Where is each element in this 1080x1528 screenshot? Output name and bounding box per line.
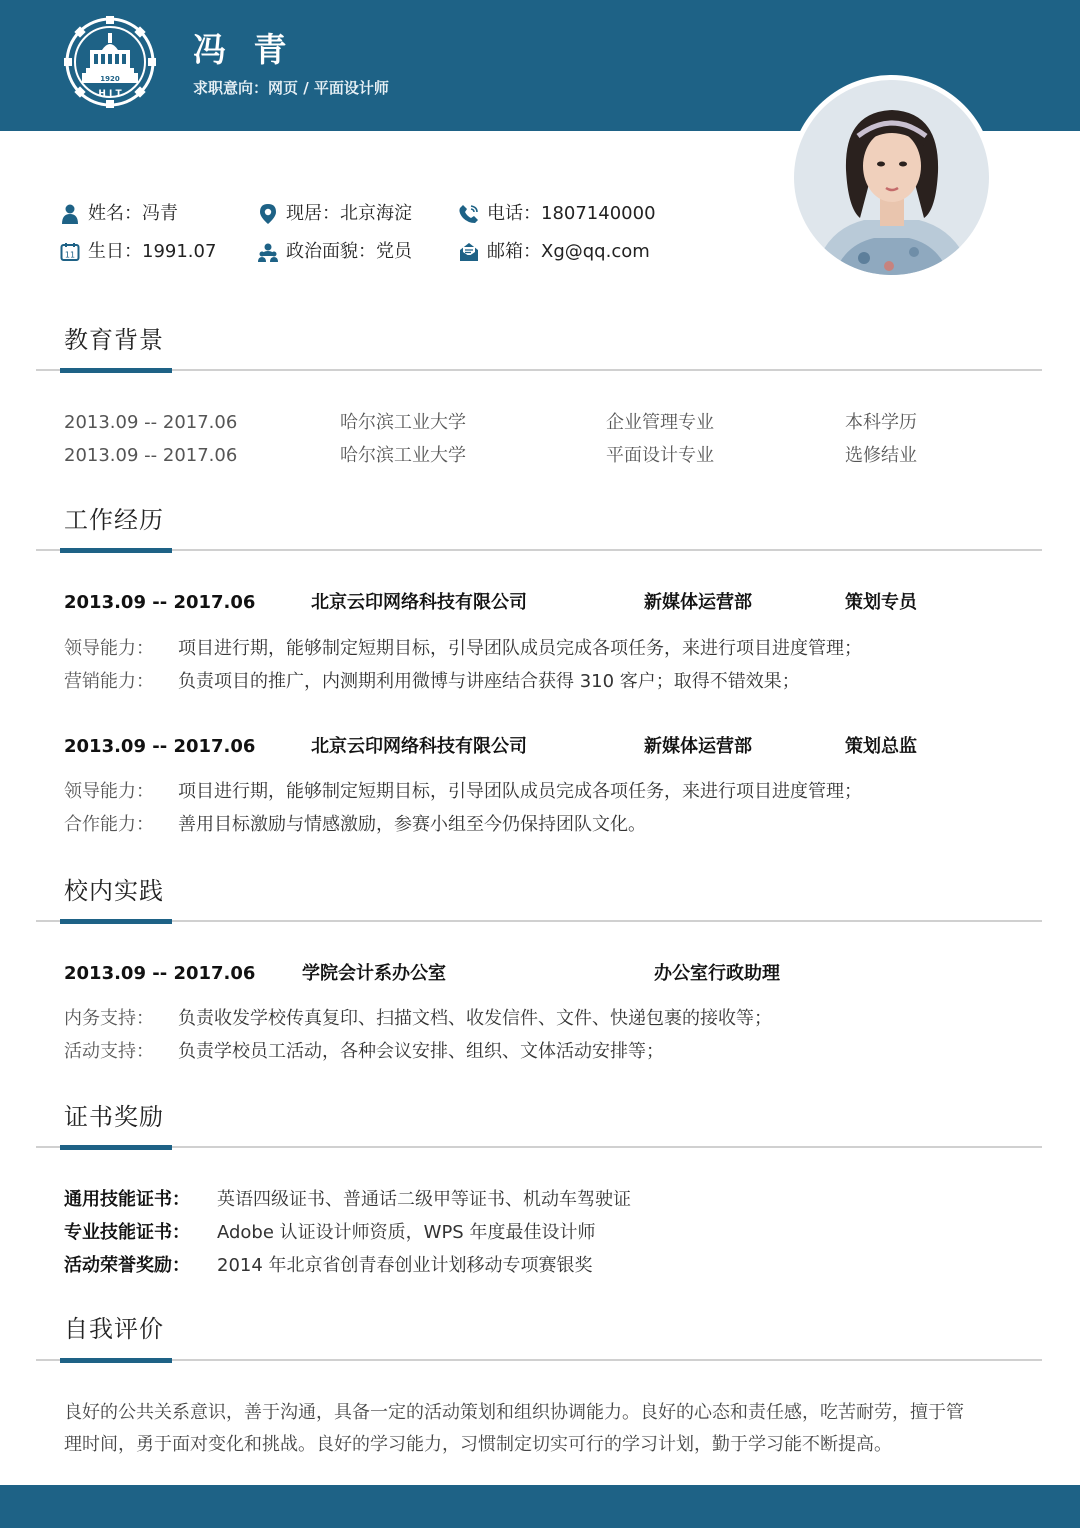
footer-bar (0, 1485, 1080, 1528)
job-item-text: 项目进行期，能够制定短期目标，引导团队成员完成各项任务，来进行项目进度管理； (178, 638, 862, 659)
info-phone: 电话：1807140000 (459, 202, 656, 226)
phone-icon (459, 204, 479, 224)
campus-item-text: 负责学校员工活动，各种会议安排、组织、文体活动安排等； (178, 1041, 664, 1062)
section-divider (36, 1359, 1042, 1361)
job-date: 2013.09 -- 2017.06 (64, 736, 256, 757)
award-text: Adobe 认证设计师资质，WPS 年度最佳设计师 (217, 1222, 596, 1243)
info-birth: 11 生日：1991.07 (60, 240, 216, 264)
self-evaluation-text: 良好的公共关系意识，善于沟通，具备一定的活动策划和组织协调能力。良好的心态和责任感，吃苦耐劳，擅于管 理时间，勇于面对变化和挑战。良好的学习能力，习惯制定切实可行的学习计划，勤于学习能不断提高。 (64, 1402, 964, 1455)
award-text: 英语四级证书、普通话二级甲等证书、机动车驾驶证 (217, 1189, 631, 1210)
person-icon (60, 204, 80, 224)
section-accent-bar (60, 1145, 172, 1150)
section-accent-bar (60, 1358, 172, 1363)
campus-date: 2013.09 -- 2017.06 (64, 963, 256, 984)
university-logo (64, 16, 156, 108)
edu-degree: 选修结业 (845, 445, 917, 466)
section-title-awards: 证书奖励 (64, 1103, 164, 1131)
svg-text:1920: 1920 (100, 75, 120, 83)
info-politics: 政治面貌：党员 (258, 240, 412, 264)
job-item-label: 合作能力： (64, 814, 154, 835)
edu-date: 2013.09 -- 2017.06 (64, 445, 238, 466)
job-role: 策划专员 (845, 592, 917, 613)
svg-text:H I T: H I T (98, 89, 122, 99)
job-dept: 新媒体运营部 (644, 592, 752, 613)
info-location: 现居：北京海淀 (258, 202, 412, 226)
campus-role: 办公室行政助理 (654, 963, 780, 984)
job-item-label: 领导能力： (64, 781, 154, 802)
section-title-campus: 校内实践 (64, 877, 164, 905)
profile-photo (794, 80, 989, 275)
job-item-text: 项目进行期，能够制定短期目标，引导团队成员完成各项任务，来进行项目进度管理； (178, 781, 862, 802)
campus-org: 学院会计系办公室 (302, 963, 446, 984)
job-date: 2013.09 -- 2017.06 (64, 592, 256, 613)
job-item-label: 营销能力： (64, 671, 154, 692)
group-icon (258, 242, 278, 262)
svg-text:11: 11 (64, 250, 76, 260)
campus-item-label: 内务支持： (64, 1008, 154, 1029)
job-role: 策划总监 (845, 736, 917, 757)
job-item-label: 领导能力： (64, 638, 154, 659)
candidate-name: 冯 青 (193, 30, 295, 69)
section-accent-bar (60, 548, 172, 553)
section-divider (36, 369, 1042, 371)
info-email: 邮箱：Xg@qq.com (459, 240, 650, 264)
section-accent-bar (60, 368, 172, 373)
edu-school: 哈尔滨工业大学 (340, 412, 466, 433)
campus-item-label: 活动支持： (64, 1041, 154, 1062)
section-title-self: 自我评价 (64, 1315, 164, 1343)
job-company: 北京云印网络科技有限公司 (311, 736, 527, 757)
section-divider (36, 920, 1042, 922)
section-divider (36, 549, 1042, 551)
award-text: 2014 年北京省创青春创业计划移动专项赛银奖 (217, 1255, 593, 1276)
award-label: 专业技能证书： (64, 1222, 190, 1243)
job-intent: 求职意向：网页 / 平面设计师 (193, 79, 389, 97)
campus-item-text: 负责收发学校传真复印、扫描文档、收发信件、文件、快递包裹的接收等； (178, 1008, 772, 1029)
info-name: 姓名：冯青 (60, 202, 178, 226)
section-title-work: 工作经历 (64, 506, 164, 534)
edu-major: 平面设计专业 (606, 445, 714, 466)
job-item-text: 善用目标激励与情感激励，参赛小组至今仍保持团队文化。 (178, 814, 646, 835)
job-company: 北京云印网络科技有限公司 (311, 592, 527, 613)
edu-degree: 本科学历 (845, 412, 917, 433)
section-divider (36, 1146, 1042, 1148)
section-accent-bar (60, 919, 172, 924)
edu-major: 企业管理专业 (606, 412, 714, 433)
award-label: 活动荣誉奖励： (64, 1255, 190, 1276)
calendar-icon (60, 242, 80, 262)
mail-icon (459, 242, 479, 262)
job-dept: 新媒体运营部 (644, 736, 752, 757)
award-label: 通用技能证书： (64, 1189, 190, 1210)
edu-school: 哈尔滨工业大学 (340, 445, 466, 466)
edu-date: 2013.09 -- 2017.06 (64, 412, 238, 433)
job-item-text: 负责项目的推广，内测期利用微博与讲座结合获得 310 客户；取得不错效果； (178, 671, 800, 692)
location-pin-icon (258, 204, 278, 224)
section-title-education: 教育背景 (64, 326, 164, 354)
